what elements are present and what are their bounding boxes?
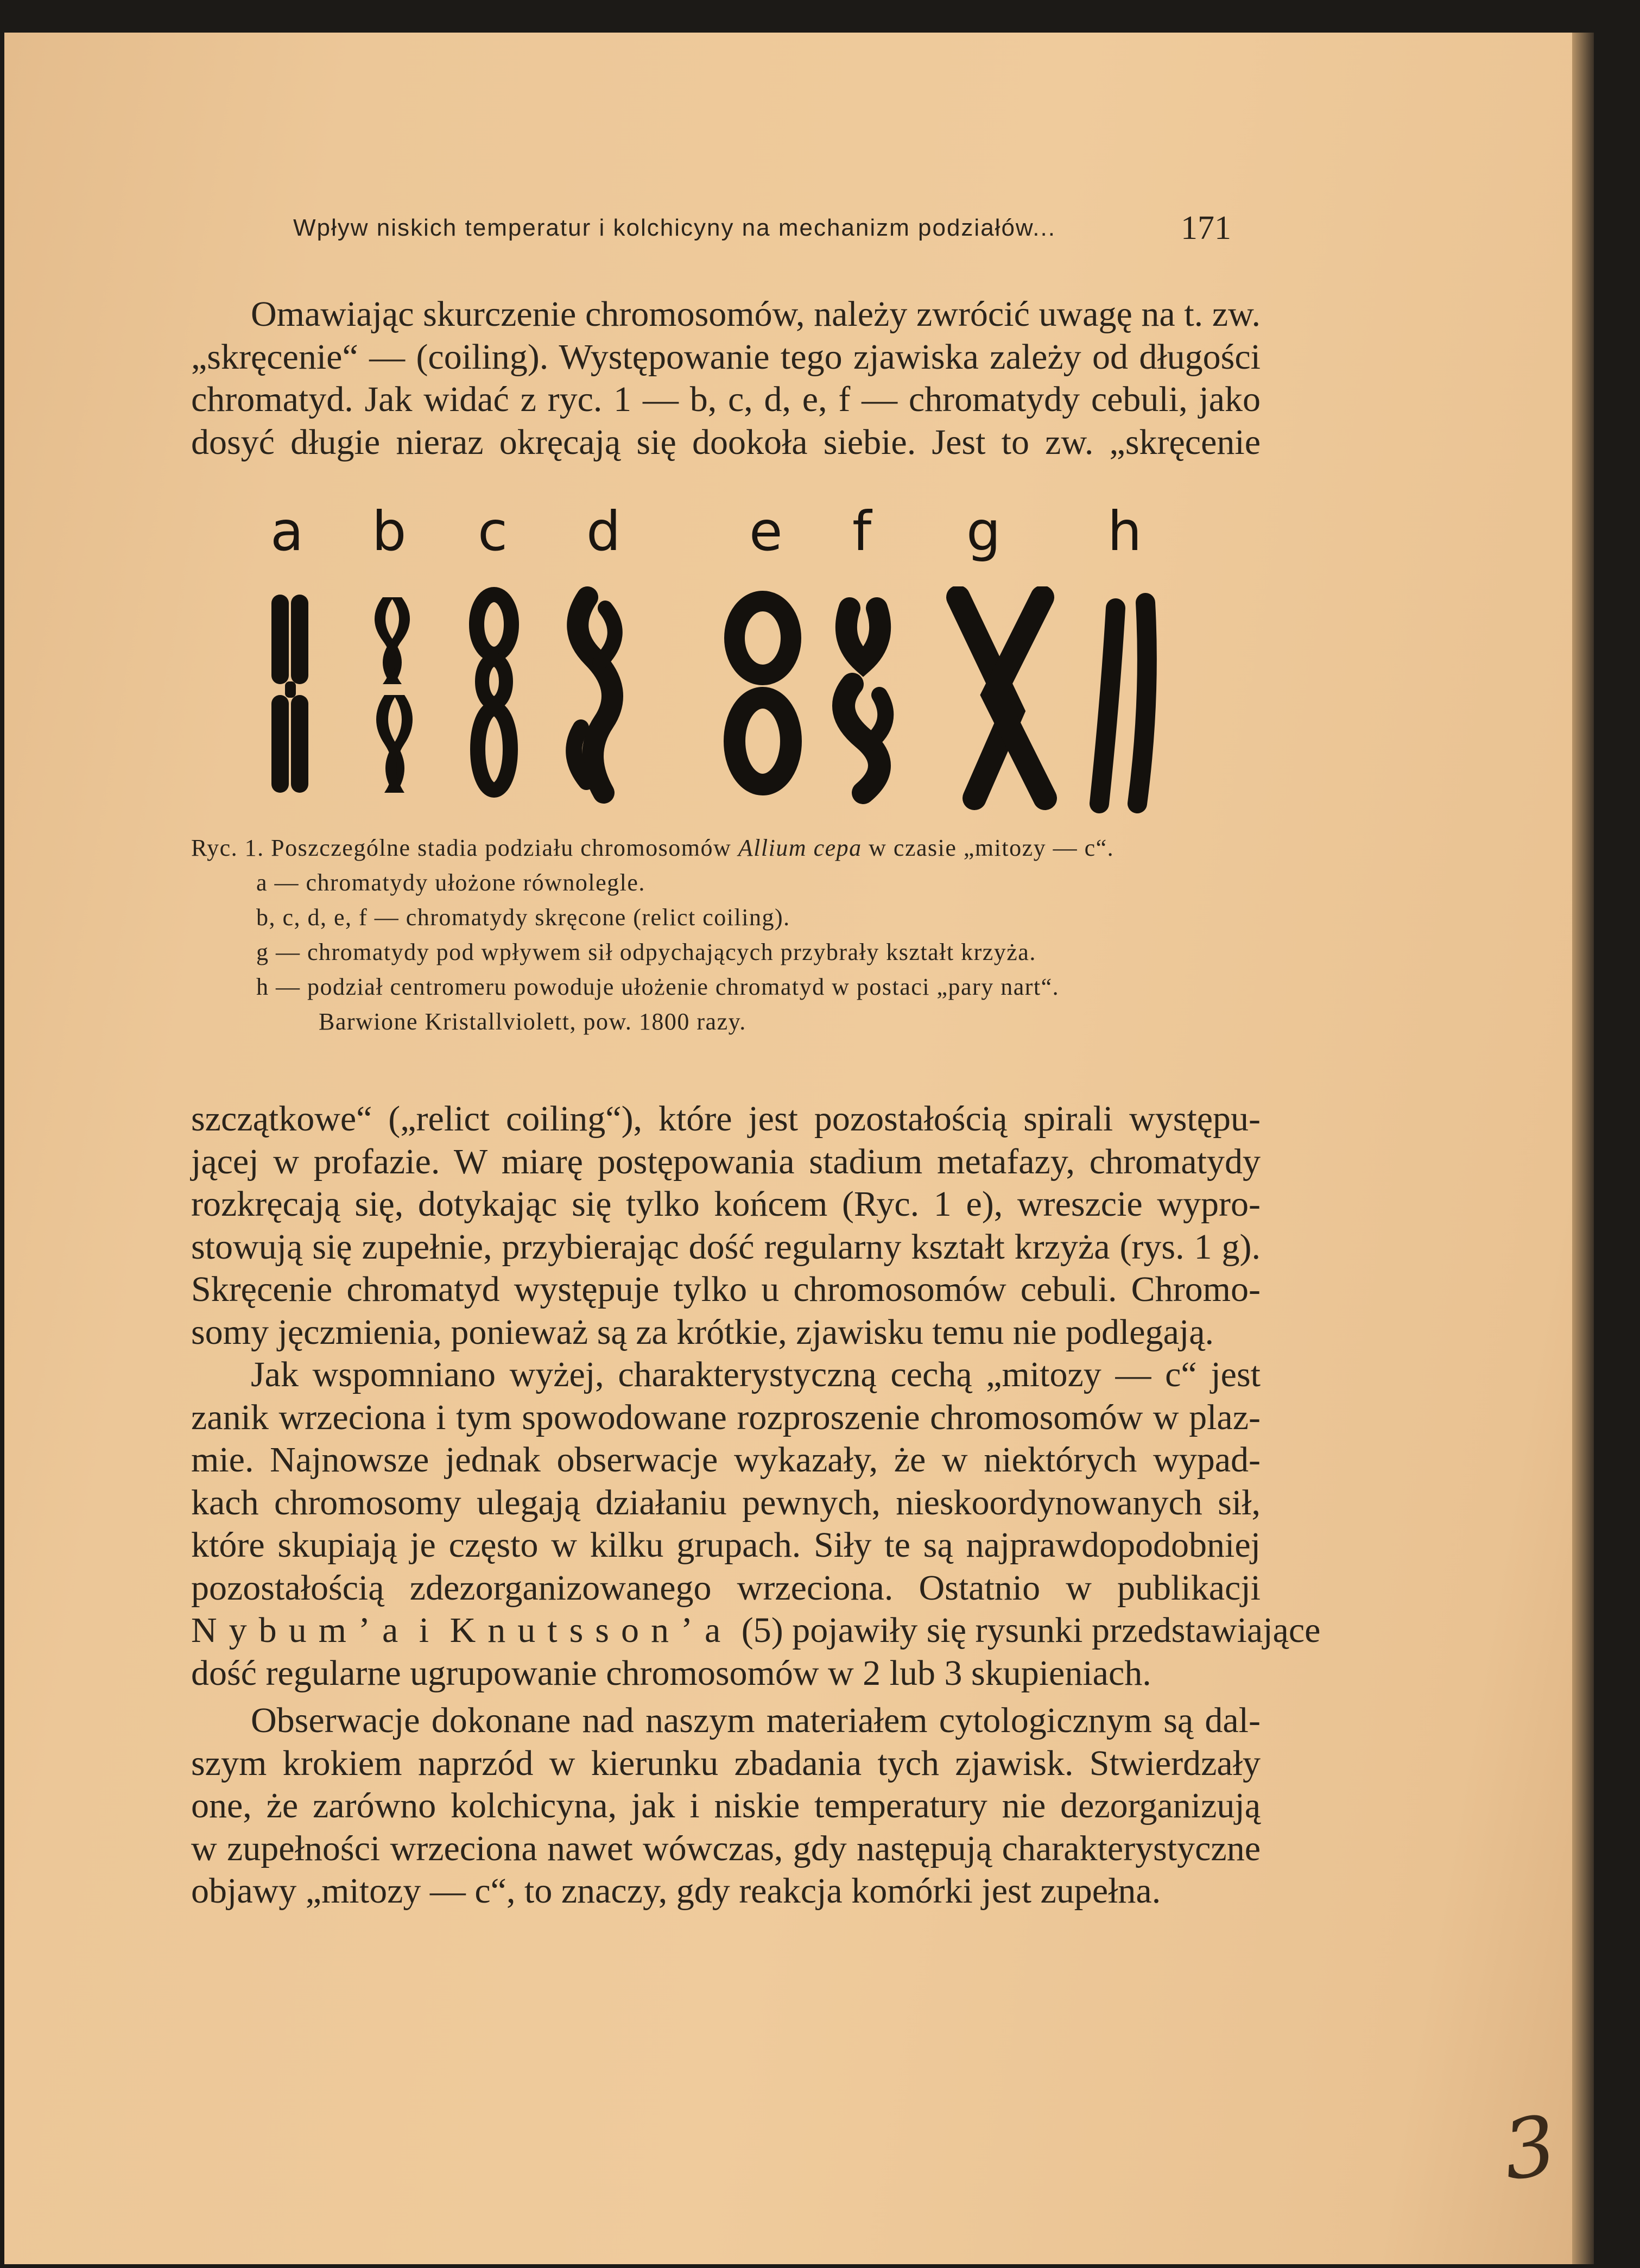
handwritten-sheet-number: 3 xyxy=(1497,2098,1562,2199)
panel-letter-g: g xyxy=(966,500,1001,563)
author-knutsson: Knutsson’a xyxy=(449,1610,733,1650)
figure-panel-letters xyxy=(261,500,1238,563)
text-line: dość regularne ugrupowanie chromosomów w 2 lub 3 skupieniach. xyxy=(191,1653,1151,1693)
page-edge-shadow xyxy=(1572,33,1594,2264)
paragraph-4 xyxy=(191,1700,1261,1913)
text-line: dosyć długie nieraz okręcają się dookoła siebie. Jest to zw. „skręcenie xyxy=(191,422,1261,462)
text-line: one, że zarówno kolchicyna, jak i niskie temperatury nie dezorganizują xyxy=(191,1786,1261,1825)
chromosome-e xyxy=(734,601,791,785)
chromosome-g xyxy=(958,597,1045,798)
text-line: mie. Najnowsze jednak obserwacje wykazały, że w niektórych wypad- xyxy=(191,1440,1261,1480)
text-line: które skupiają je często w kilku grupach. Siły te są najprawdopodobniej xyxy=(191,1525,1261,1565)
panel-letter-c: c xyxy=(478,500,508,563)
panel-letter-d: d xyxy=(586,500,621,563)
text-line: w zupełności wrzeciona nawet wówczas, gdy następują charakterystyczne xyxy=(191,1828,1261,1868)
caption-item-bcdef: b, c, d, e, f — chromatydy skręcone (relict coiling). xyxy=(256,904,790,931)
text-line: Omawiając skurczenie chromosomów, należy zwrócić uwagę na t. zw. xyxy=(251,294,1261,334)
chromosome-c xyxy=(477,595,511,790)
text-line: szczątkowe“ („relict coiling“), które jest pozostałością spirali występu- xyxy=(191,1099,1261,1139)
figure-caption xyxy=(191,831,1277,1039)
text-line: szym krokiem naprzód w kierunku zbadania tych zjawisk. Stwierdzały xyxy=(191,1743,1261,1783)
chromosome-figure xyxy=(255,586,1200,814)
text-line: jącej w profazie. W miarę postępowania stadium metafazy, chromatydy xyxy=(191,1141,1261,1182)
text-line: stowują się zupełnie, przybierając dość regularny kształt krzyża (rys. 1 g). xyxy=(191,1227,1261,1267)
text-line: zanik wrzeciona i tym spowodowane rozproszenie chromosomów w plaz- xyxy=(191,1397,1261,1437)
chromosome-d xyxy=(574,597,615,793)
paragraph-1 xyxy=(191,293,1261,464)
text-line: kach chromosomy ulegają działaniu pewnych, nieskoordynowanych sił, xyxy=(191,1482,1261,1522)
panel-letter-a: a xyxy=(270,500,304,563)
text-line-authors: Nybum’a i Knutsson’a (5) pojawiły się rysunki przedstawiające xyxy=(191,1610,1321,1650)
chromosome-b xyxy=(375,597,413,793)
panel-letter-e: e xyxy=(749,500,783,563)
caption-stain-note: Barwione Kristallviolett, pow. 1800 razy. xyxy=(319,1008,746,1035)
caption-title: Ryc. 1. Poszczególne stadia podziału chromosomów Allium cepa w czasie „mitozy — c“. xyxy=(191,835,1115,861)
species-name: Allium cepa xyxy=(738,835,862,861)
paragraph-2 xyxy=(191,1098,1261,1354)
text-line: pozostałością zdezorganizowanego wrzeciona. Ostatnio w publikacji xyxy=(191,1568,1261,1608)
author-nybum: Nybum’a xyxy=(191,1610,410,1650)
page-number: 171 xyxy=(1181,210,1231,247)
text-line: Obserwacje dokonane nad naszym materiałem cytologicznym są dal- xyxy=(251,1701,1261,1740)
running-title: Wpływ niskich temperatur i kolchicyny na mechanizm podziałów... xyxy=(293,214,1056,241)
panel-letter-f: f xyxy=(852,500,872,563)
caption-item-a: a — chromatydy ułożone równolegle. xyxy=(256,869,645,896)
text-line: „skręcenie“ — (coiling). Występowanie tego zjawiska zależy od długości xyxy=(191,337,1261,377)
text-line: chromatyd. Jak widać z ryc. 1 — b, c, d, e, f — chromatydy cebuli, jako xyxy=(191,380,1261,419)
panel-letter-h: h xyxy=(1107,500,1142,563)
text-line: objawy „mitozy — c“, to znaczy, gdy reakcja komórki jest zupełna. xyxy=(191,1871,1161,1911)
text-line: Jak wspomniano wyżej, charakterystyczną cechą „mitozy — c“ jest xyxy=(251,1355,1261,1394)
text-line: somy jęczmienia, ponieważ są za krótkie, zjawisku temu nie podlegają. xyxy=(191,1312,1214,1352)
text-line: rozkręcają się, dotykając się tylko końcem (Ryc. 1 e), wreszcie wypro- xyxy=(191,1184,1261,1224)
caption-item-g: g — chromatydy pod wpływem sił odpychających przybrały kształt krzyża. xyxy=(256,939,1036,965)
chromosome-f xyxy=(844,608,885,793)
text-line: Skręcenie chromatyd występuje tylko u chromosomów cebuli. Chromo- xyxy=(191,1269,1261,1309)
panel-letter-b: b xyxy=(372,500,407,563)
caption-item-h: h — podział centromeru powoduje ułożenie chromatyd w postaci „pary nart“. xyxy=(256,974,1060,1000)
chromosome-h xyxy=(1099,603,1147,804)
paragraph-3 xyxy=(191,1354,1321,1695)
chromosome-a xyxy=(271,595,308,793)
